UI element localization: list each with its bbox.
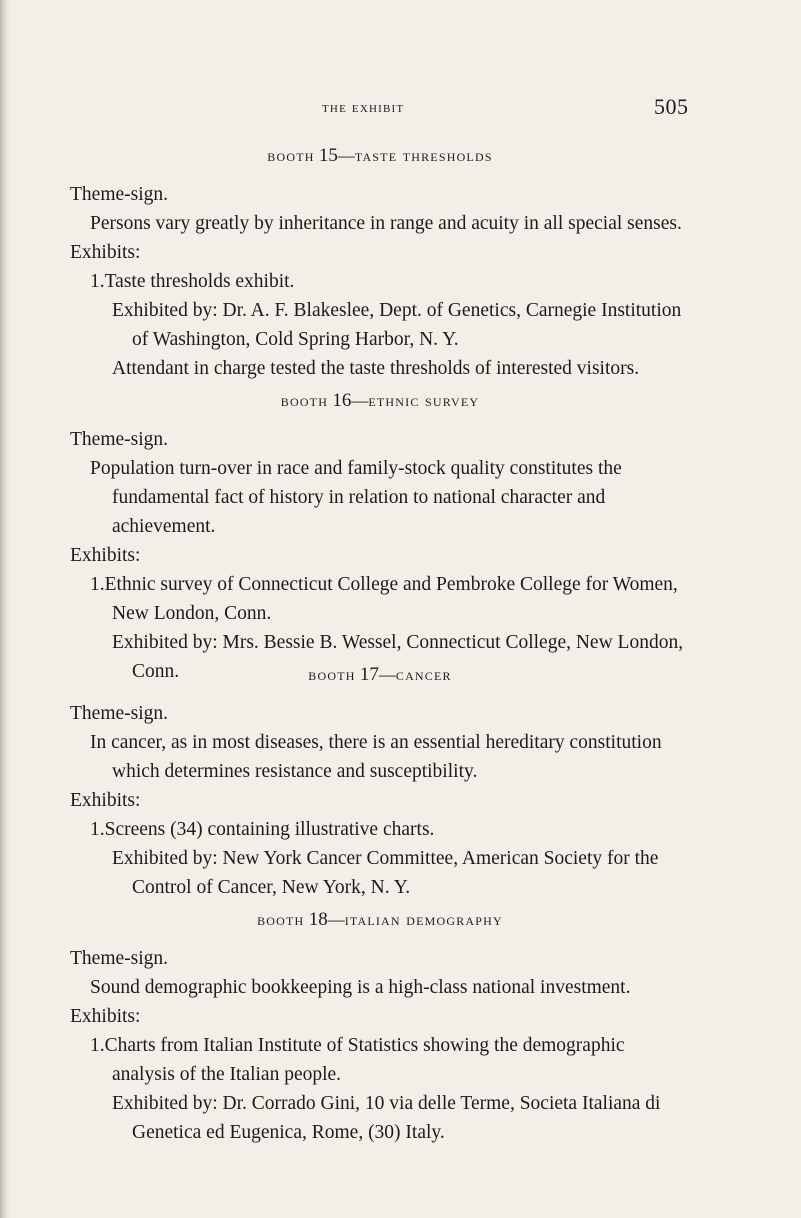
exhibit-item	[70, 570, 690, 628]
booth-dash: —	[378, 665, 396, 684]
booth-name: cancer	[395, 665, 452, 684]
booth-label: booth	[267, 146, 315, 165]
exhibited-by: Exhibited by: Dr. A. F. Blakeslee, Dept. of Genetics, Carnegie Institution of Washington, Cold Spring Harbor, N. Y.	[112, 300, 682, 350]
booth-label: booth	[257, 910, 305, 929]
exhibit-number: 1.	[90, 271, 105, 292]
booth-number: 15	[318, 145, 338, 166]
exhibits-label: Exhibits:	[70, 242, 141, 263]
booth-dash: —	[327, 910, 345, 929]
booth-number: 17	[359, 664, 379, 685]
booth-dash: —	[337, 146, 355, 165]
exhibits-label: Exhibits:	[70, 790, 141, 811]
page-number: 505	[654, 94, 689, 119]
exhibit-number: 1.	[90, 819, 105, 840]
exhibit-number: 1.	[90, 1035, 105, 1056]
theme-sign-text: Sound demographic bookkeeping is a high-class national investment.	[90, 977, 631, 998]
exhibit-item	[70, 1031, 690, 1089]
theme-sign-text: In cancer, as in most diseases, there is an essential hereditary constitution which determines resistance and susceptibility.	[90, 732, 662, 782]
theme-sign-text: Population turn-over in race and family-stock quality constitutes the fundamental fact of history in relation to national character and achievement.	[90, 458, 622, 537]
theme-sign-label: Theme-sign.	[70, 429, 169, 450]
exhibit-item	[70, 267, 690, 296]
booth-17-section	[70, 663, 690, 902]
exhibit-title: Screens (34) containing illustrative charts.	[104, 819, 435, 840]
booth-number: 18	[308, 909, 328, 930]
running-head	[0, 92, 801, 122]
exhibited-by: Exhibited by: Mrs. Bessie B. Wessel, Connecticut College, New London, Conn.	[112, 632, 684, 682]
theme-sign-label: Theme-sign.	[70, 184, 169, 205]
exhibit-note: Attendant in charge tested the taste thresholds of interested visitors.	[112, 358, 640, 379]
theme-sign-label: Theme-sign.	[70, 703, 169, 724]
theme-sign-label: Theme-sign.	[70, 948, 169, 969]
booth-name: ethnic survey	[368, 391, 480, 410]
exhibited-by: Exhibited by: Dr. Corrado Gini, 10 via delle Terme, Societa Italiana di Genetica ed Eugenica, Rome, (30) Italy.	[112, 1093, 661, 1143]
booth-18-section	[70, 908, 690, 1147]
booth-heading	[70, 144, 690, 168]
booth-15-section	[70, 144, 690, 383]
booth-number: 16	[332, 390, 352, 411]
exhibit-title: Charts from Italian Institute of Statistics showing the demographic analysis of the Italian people.	[104, 1035, 625, 1085]
booth-name: taste thresholds	[354, 146, 493, 165]
exhibit-title: Ethnic survey of Connecticut College and Pembroke College for Women, New London, Conn.	[104, 574, 678, 624]
booth-name: italian demography	[344, 910, 503, 929]
booth-label: booth	[280, 391, 329, 410]
running-title: the exhibit	[322, 100, 405, 116]
exhibit-item	[70, 815, 690, 844]
booth-dash: —	[351, 391, 369, 410]
exhibit-title: Taste thresholds exhibit.	[104, 271, 295, 292]
booth-heading	[70, 663, 690, 687]
booth-heading	[70, 389, 690, 413]
exhibits-label: Exhibits:	[70, 545, 141, 566]
booth-heading	[70, 908, 690, 932]
exhibited-by: Exhibited by: New York Cancer Committee, American Society for the Control of Cancer, New York, N. Y.	[112, 848, 659, 898]
theme-sign-text: Persons vary greatly by inheritance in range and acuity in all special senses.	[90, 213, 682, 234]
exhibit-number: 1.	[90, 574, 105, 595]
booth-16-section	[70, 389, 690, 686]
exhibits-label: Exhibits:	[70, 1006, 141, 1027]
booth-label: booth	[308, 665, 356, 684]
